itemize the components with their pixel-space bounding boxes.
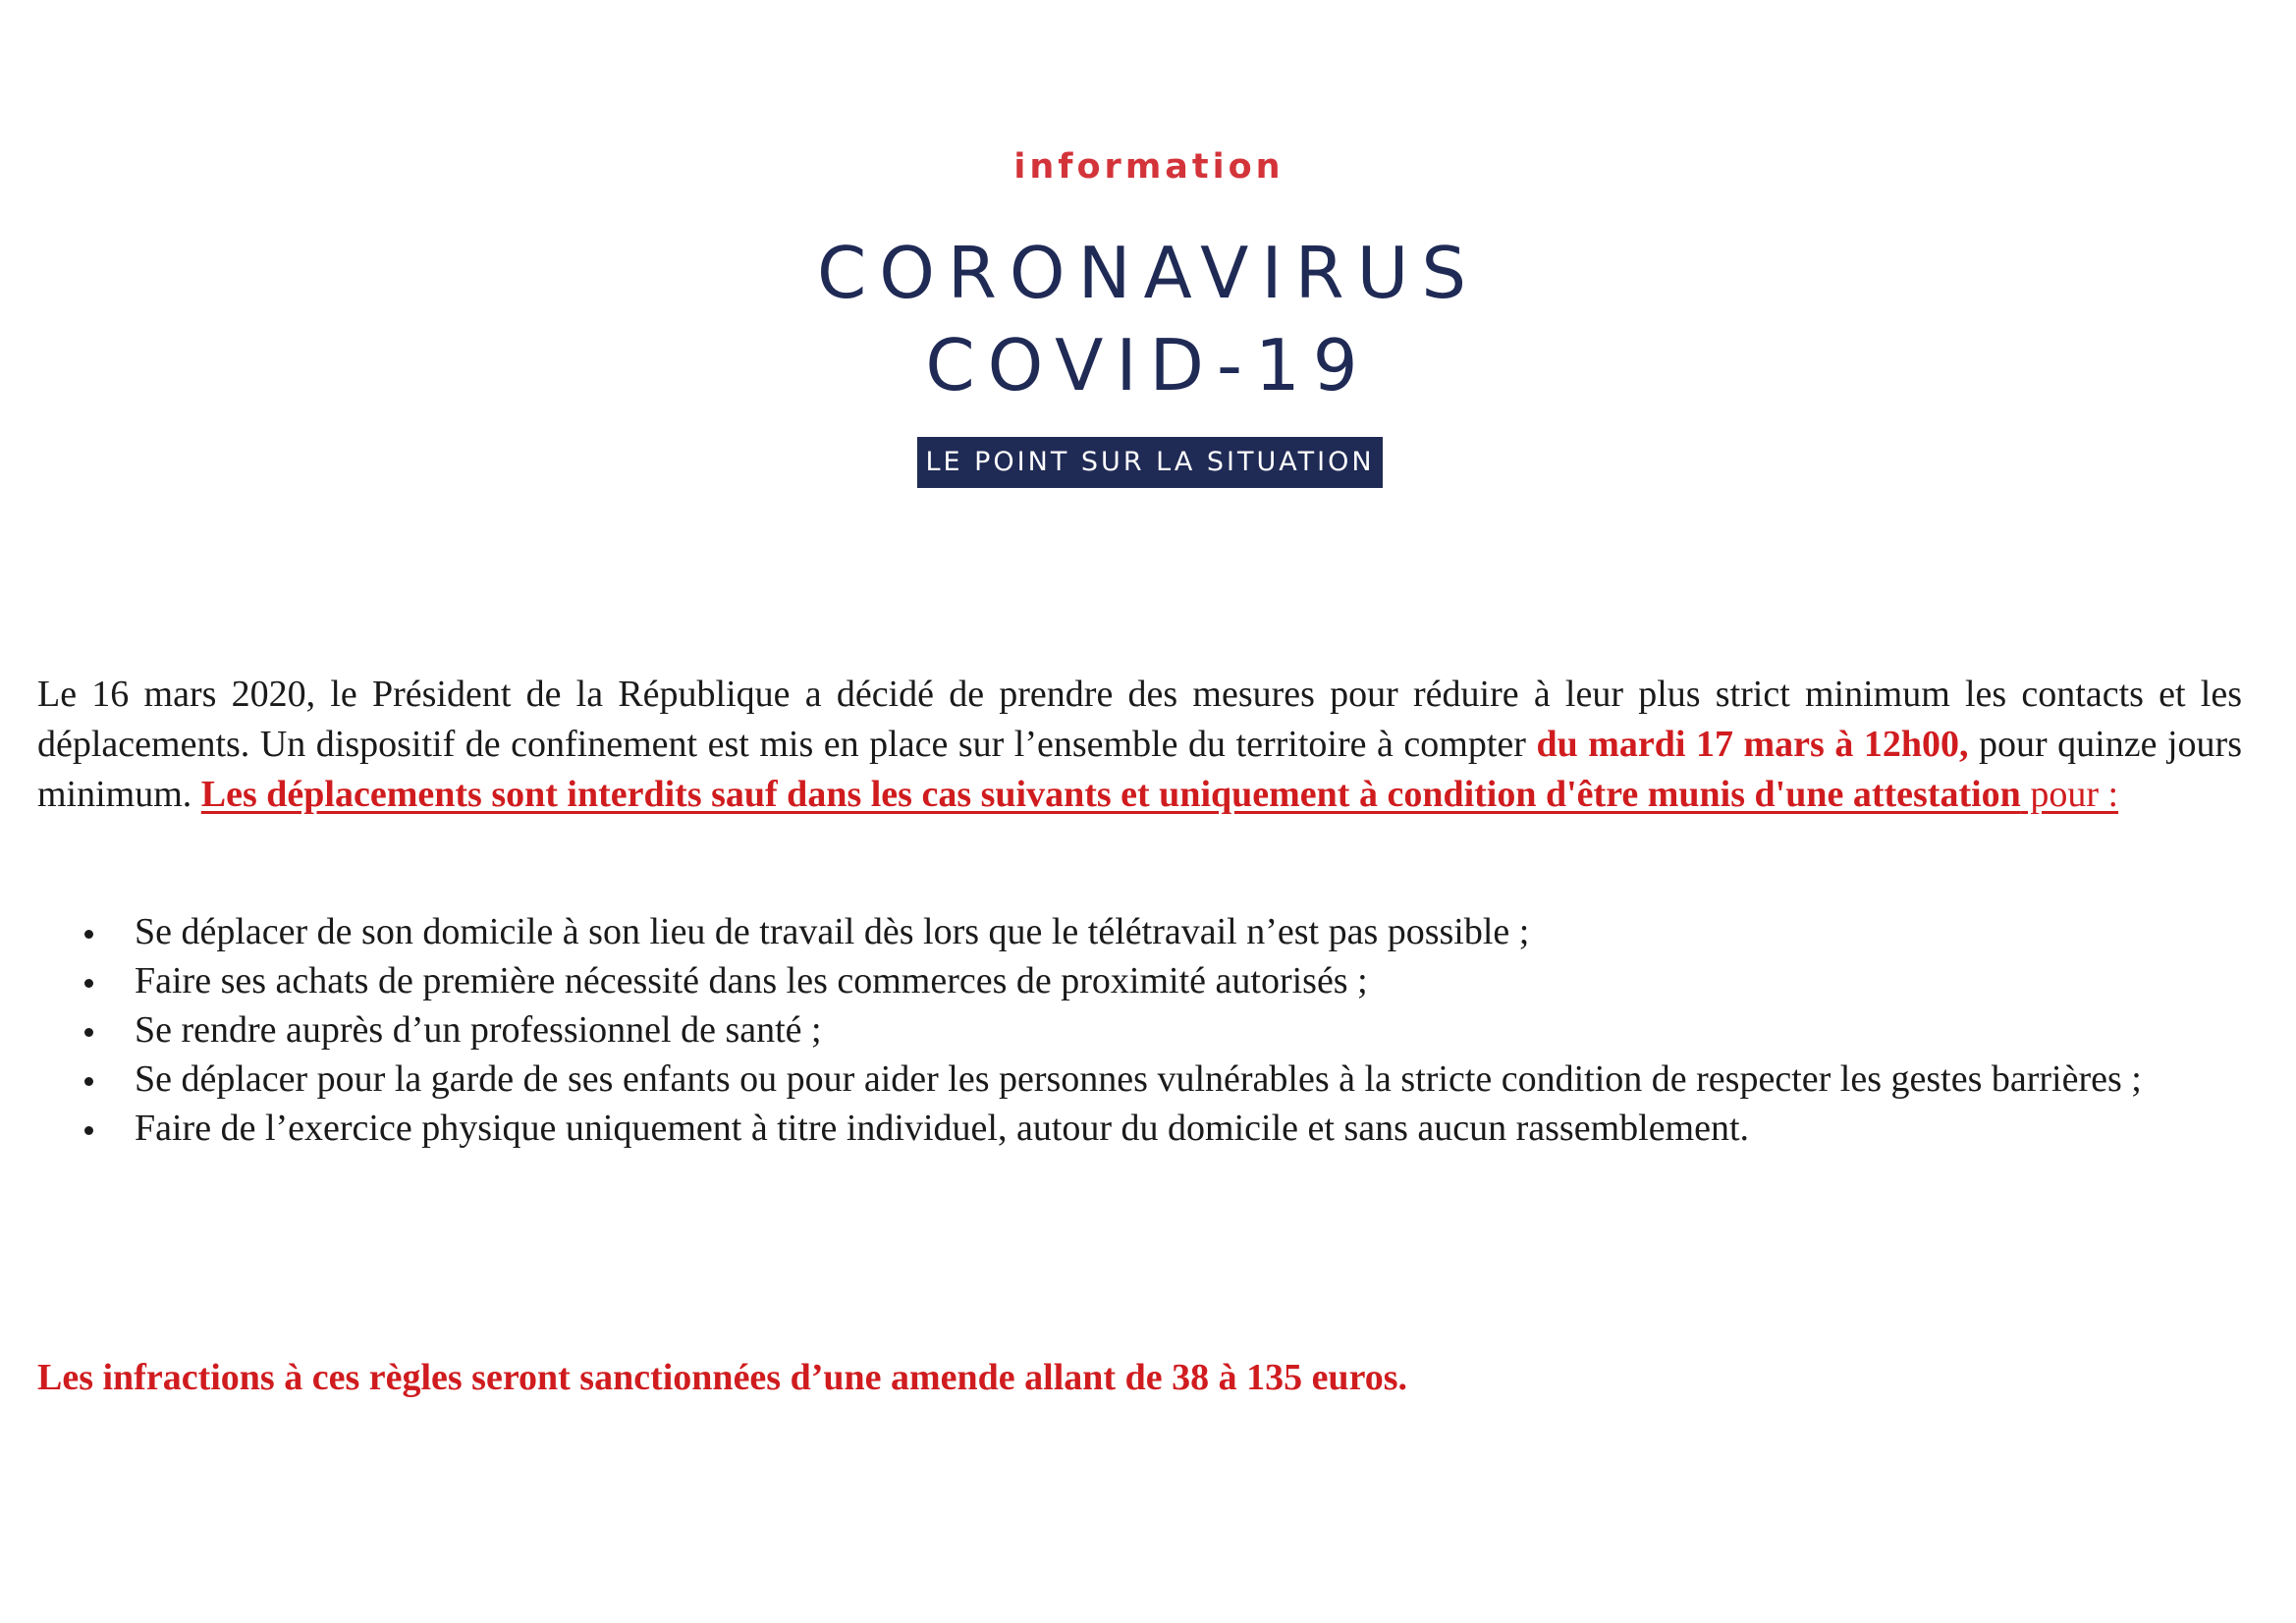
list-item: [37, 907, 2242, 956]
list-item: [37, 1005, 2242, 1055]
title-coronavirus: CORONAVIRUS: [816, 232, 1480, 314]
intro-text-1: Le 16 mars 2020, le Président de la République a décidé de prendre des mesures pour réduire à leur plus strict minimum les contacts et les déplacements. Un dispositif de confinement est mis en place sur l’ensemble du territoire à compter: [37, 674, 2242, 765]
list-item-text: Faire de l’exercice physique uniquement à titre individuel, autour du domicile et sans aucun rassemblement.: [135, 1108, 1750, 1149]
fine-warning: Les infractions à ces règles seront sanctionnées d’une amende allant de 38 à 135 euros.: [37, 1357, 1408, 1398]
restriction-notice: [201, 774, 2118, 815]
intro-paragraph: [37, 670, 2242, 820]
date-highlight: du mardi 17 mars à 12h00,: [1536, 724, 1969, 765]
list-item-text: Se rendre auprès d’un professionnel de santé ;: [135, 1009, 822, 1051]
title-covid: COVID-19: [925, 324, 1371, 406]
bullet-icon: [84, 1077, 93, 1086]
intro-text-2: pour quinze jours minimum.: [37, 724, 2243, 815]
list-item: [37, 956, 2242, 1005]
list-item-text: Se déplacer de son domicile à son lieu de travail dès lors que le télétravail n’est pas possible ;: [135, 911, 1530, 952]
allowed-reasons-list: [37, 907, 2242, 1153]
bullet-icon: [84, 930, 93, 939]
restriction-tail: pour :: [2020, 774, 2119, 815]
list-item: [37, 1104, 2242, 1153]
list-item: [37, 1055, 2242, 1104]
situation-badge: LE POINT SUR LA SITUATION: [917, 437, 1383, 488]
kicker-label: information: [1013, 147, 1285, 187]
restriction-bold: Les déplacements sont interdits sauf dans les cas suivants et uniquement à condition d'être munis d'une attestation: [200, 774, 2021, 815]
bullet-icon: [84, 979, 93, 988]
list-item-text: Se déplacer pour la garde de ses enfants ou pour aider les personnes vulnérables à la stricte condition de respecter les gestes barrières ;: [135, 1058, 2142, 1100]
bullet-icon: [84, 1126, 93, 1135]
list-item-text: Faire ses achats de première nécessité dans les commerces de proximité autorisés ;: [135, 960, 1368, 1001]
bullet-icon: [84, 1028, 93, 1037]
